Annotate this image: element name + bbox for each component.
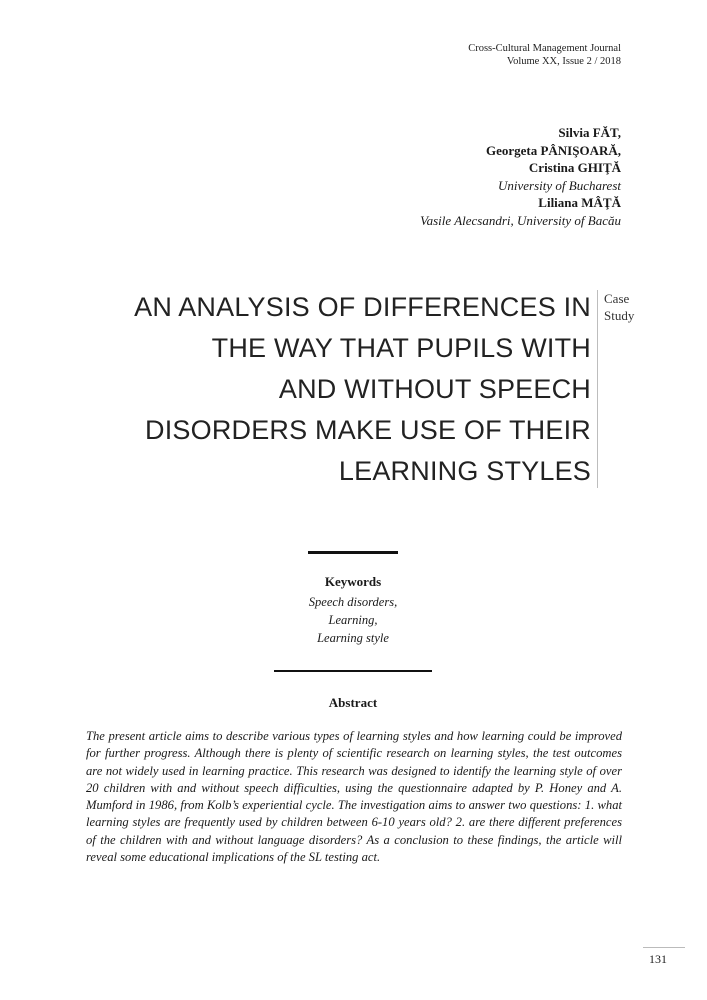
author-name: Silvia FĂT,	[558, 125, 621, 140]
article-type	[604, 290, 634, 324]
author-affiliation: University of Bucharest	[498, 177, 621, 193]
keyword-item: Speech disorders,	[308, 595, 398, 609]
abstract-rule	[274, 670, 432, 672]
abstract-heading: Abstract	[328, 695, 378, 710]
title-divider	[597, 290, 598, 488]
author-name: Liliana MÂŢĂ	[538, 195, 621, 210]
author-block	[420, 124, 621, 229]
journal-volume: Volume XX, Issue 2 / 2018	[506, 56, 621, 67]
keywords-heading: Keywords	[324, 574, 382, 589]
abstract-text: The present article aims to describe various types of learning styles and how learning could be improved for further progress. Although there is plenty of scientific research on learning styles, the test outcomes are not widely used in learning practice. This research was designed to identify the learning style of over 20 children with and without speech difficulties, using the questionnaire adapted by P. Honey and A. Mumford in 1986, from Kolb’s experiential cycle. The investigation aims to answer two questions: 1. what learning styles are frequently used by children between 6-10 years old? 2. are there different preferences of the children with and without language disorders? As a conclusion to these findings, the article will reveal some educational implications of the SL testing act.	[86, 729, 622, 865]
title-line: DISORDERS MAKE USE OF THEIR	[145, 415, 591, 445]
title-line: AND WITHOUT SPEECH	[278, 374, 591, 404]
footer-rule	[643, 947, 685, 948]
author-name: Cristina GHIŢĂ	[528, 160, 621, 175]
title-line: LEARNING STYLES	[338, 456, 591, 486]
journal-header	[468, 42, 621, 68]
author-name: Georgeta PÂNIŞOARĂ,	[485, 142, 621, 158]
title-line: AN ANALYSIS OF DIFFERENCES IN	[134, 292, 591, 322]
keyword-item: Learning style	[317, 631, 389, 645]
abstract-body	[86, 728, 622, 866]
title-line: THE WAY THAT PUPILS WITH	[211, 333, 591, 363]
journal-name: Cross-Cultural Management Journal	[468, 43, 621, 54]
article-type-line: Case	[604, 291, 630, 306]
keywords-rule	[308, 551, 398, 554]
keywords-list	[253, 593, 453, 647]
article-type-line: Study	[604, 308, 635, 323]
author-affiliation: Vasile Alecsandri, University of Bacău	[420, 212, 621, 228]
keyword-item: Learning,	[328, 613, 378, 627]
article-title	[71, 287, 591, 492]
page-number: 131	[649, 952, 667, 966]
